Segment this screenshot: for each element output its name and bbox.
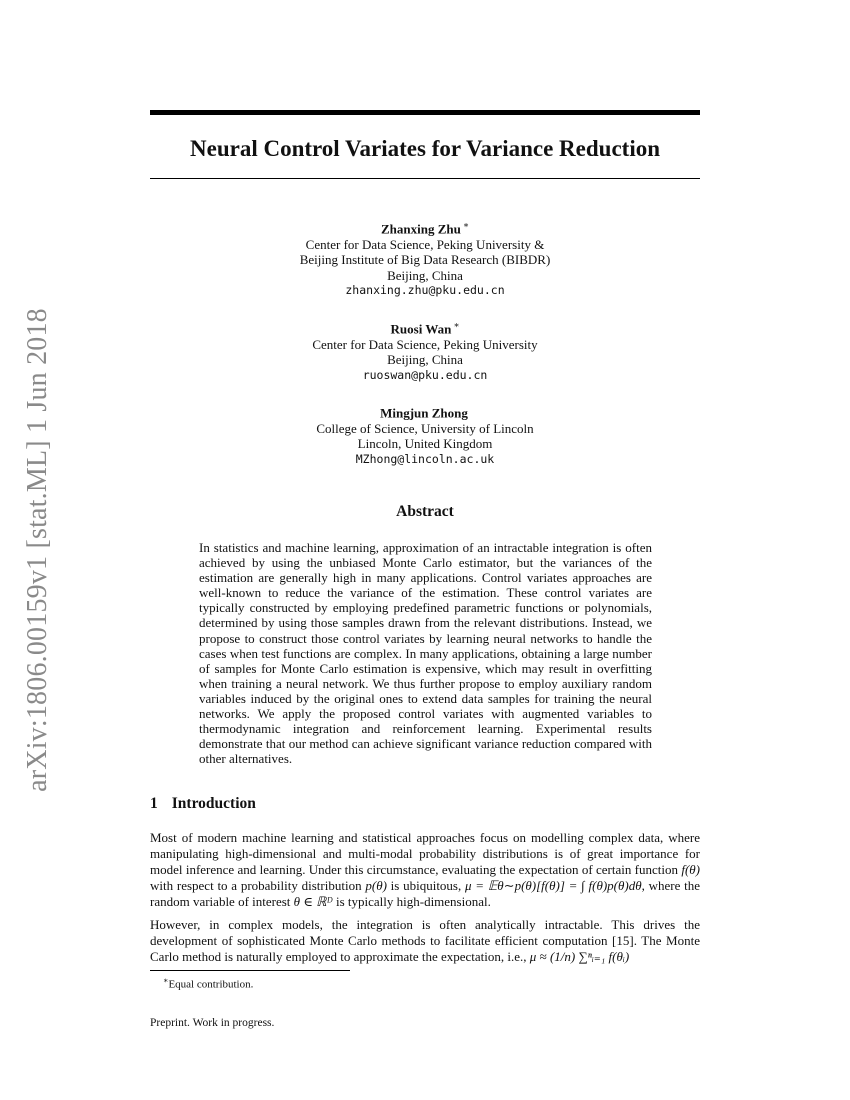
- author-email: ruoswan@pku.edu.cn: [362, 367, 488, 382]
- author-block-1: [150, 218, 700, 299]
- footnote-rule: [150, 970, 350, 971]
- intro-paragraph-2: [150, 917, 700, 965]
- author-affiliation-line: Center for Data Science, Peking University: [312, 336, 538, 352]
- author-block-3: [150, 402, 700, 467]
- intro-text: with respect to a probability distribution: [150, 878, 366, 894]
- footnote-text: Equal contribution.: [168, 978, 254, 991]
- author-affiliation-line: Beijing, China: [387, 267, 463, 283]
- intro-paragraph-1: [150, 830, 700, 910]
- footnote: [163, 976, 253, 991]
- author-affiliation-line: Lincoln, United Kingdom: [357, 436, 493, 452]
- section-number: 1: [150, 795, 158, 812]
- author-name: Ruosi Wan: [390, 321, 452, 337]
- author-mark: ∗: [453, 320, 460, 330]
- author-affiliation-line: Beijing Institute of Big Data Research (BIBDR): [299, 252, 551, 268]
- intro-text: is typically high-dimensional.: [332, 894, 491, 910]
- math-inline: f(θ): [681, 862, 700, 878]
- author-affiliation-line: College of Science, University of Lincoln: [316, 420, 534, 436]
- author-email: MZhong@lincoln.ac.uk: [355, 451, 495, 466]
- paper-title: Neural Control Variates for Variance Reduction: [190, 136, 660, 161]
- intro-text: Most of modern machine learning and statistical approaches focus on modelling complex data, where manipulating high-dimensional and multi-modal probability distributions is of great importance for model inference and learning. Under this circumstance, evaluating the expectation of certain function: [150, 830, 700, 878]
- title-rule-bottom: [150, 178, 700, 179]
- author-name: Mingjun Zhong: [380, 405, 468, 421]
- abstract-heading: Abstract: [396, 503, 454, 520]
- author-block-2: [150, 318, 700, 383]
- intro-text: , where the random variable of interest: [150, 878, 700, 910]
- section-heading-introduction: [150, 795, 256, 813]
- intro-text: is ubiquitous,: [386, 878, 465, 894]
- section-title: Introduction: [171, 795, 256, 812]
- abstract-body: In statistics and machine learning, approximation of an intractable integration is often achieved by using the unbiased Monte Carlo estimator, but the variances of the estimation are generally high in many applications. Control variates approaches are well-known to reduce the variance of the estimation. These control variates are typically constructed by employing predefined parametric functions or polynomials, determined by using those samples drawn from the relevant distributions. Instead, we propose to construct those control variates by learning neural networks to handle the cases when test functions are complex. In many applications, obtaining a large number of samples for Monte Carlo estimation is expensive, which may result in overfitting when training a neural network. We thus further propose to employ auxiliary random variables induced by the original ones to extend data samples for training the neural networks. We apply the proposed control variates with augmented variables to thermodynamic integration and reinforcement learning. Experimental results demonstrate that our method can achieve significant variance reduction compared with other alternatives.: [199, 540, 652, 767]
- footnote-mark: ∗: [163, 976, 169, 985]
- author-affiliation-line: Center for Data Science, Peking University &: [305, 236, 545, 252]
- math-inline: p(θ): [365, 878, 387, 894]
- author-name: Zhanxing Zhu: [381, 221, 461, 237]
- author-mark: ∗: [462, 220, 469, 230]
- author-email: zhanxing.zhu@pku.edu.cn: [345, 283, 505, 298]
- math-inline: θ ∈ ℝᴰ: [293, 894, 333, 910]
- intro-text: However, in complex models, the integration is often analytically intractable. This drives the development of sophisticated Monte Carlo methods to facilitate efficient computation [15]. The Monte Carlo method is naturally employed to approximate the expectation, i.e.,: [150, 917, 700, 965]
- arxiv-identifier: arXiv:1806.00159v1 [stat.ML] 1 Jun 2018: [22, 308, 53, 792]
- math-inline: μ = 𝔼θ∼p(θ)[f(θ)] = ∫ f(θ)p(θ)dθ: [465, 878, 642, 894]
- preprint-notice: Preprint. Work in progress.: [150, 1017, 275, 1029]
- math-inline: μ ≈ (1/n) ∑ⁿᵢ₌₁ f(θᵢ): [529, 949, 630, 965]
- author-affiliation-line: Beijing, China: [387, 352, 463, 368]
- title-rule-top: [150, 110, 700, 115]
